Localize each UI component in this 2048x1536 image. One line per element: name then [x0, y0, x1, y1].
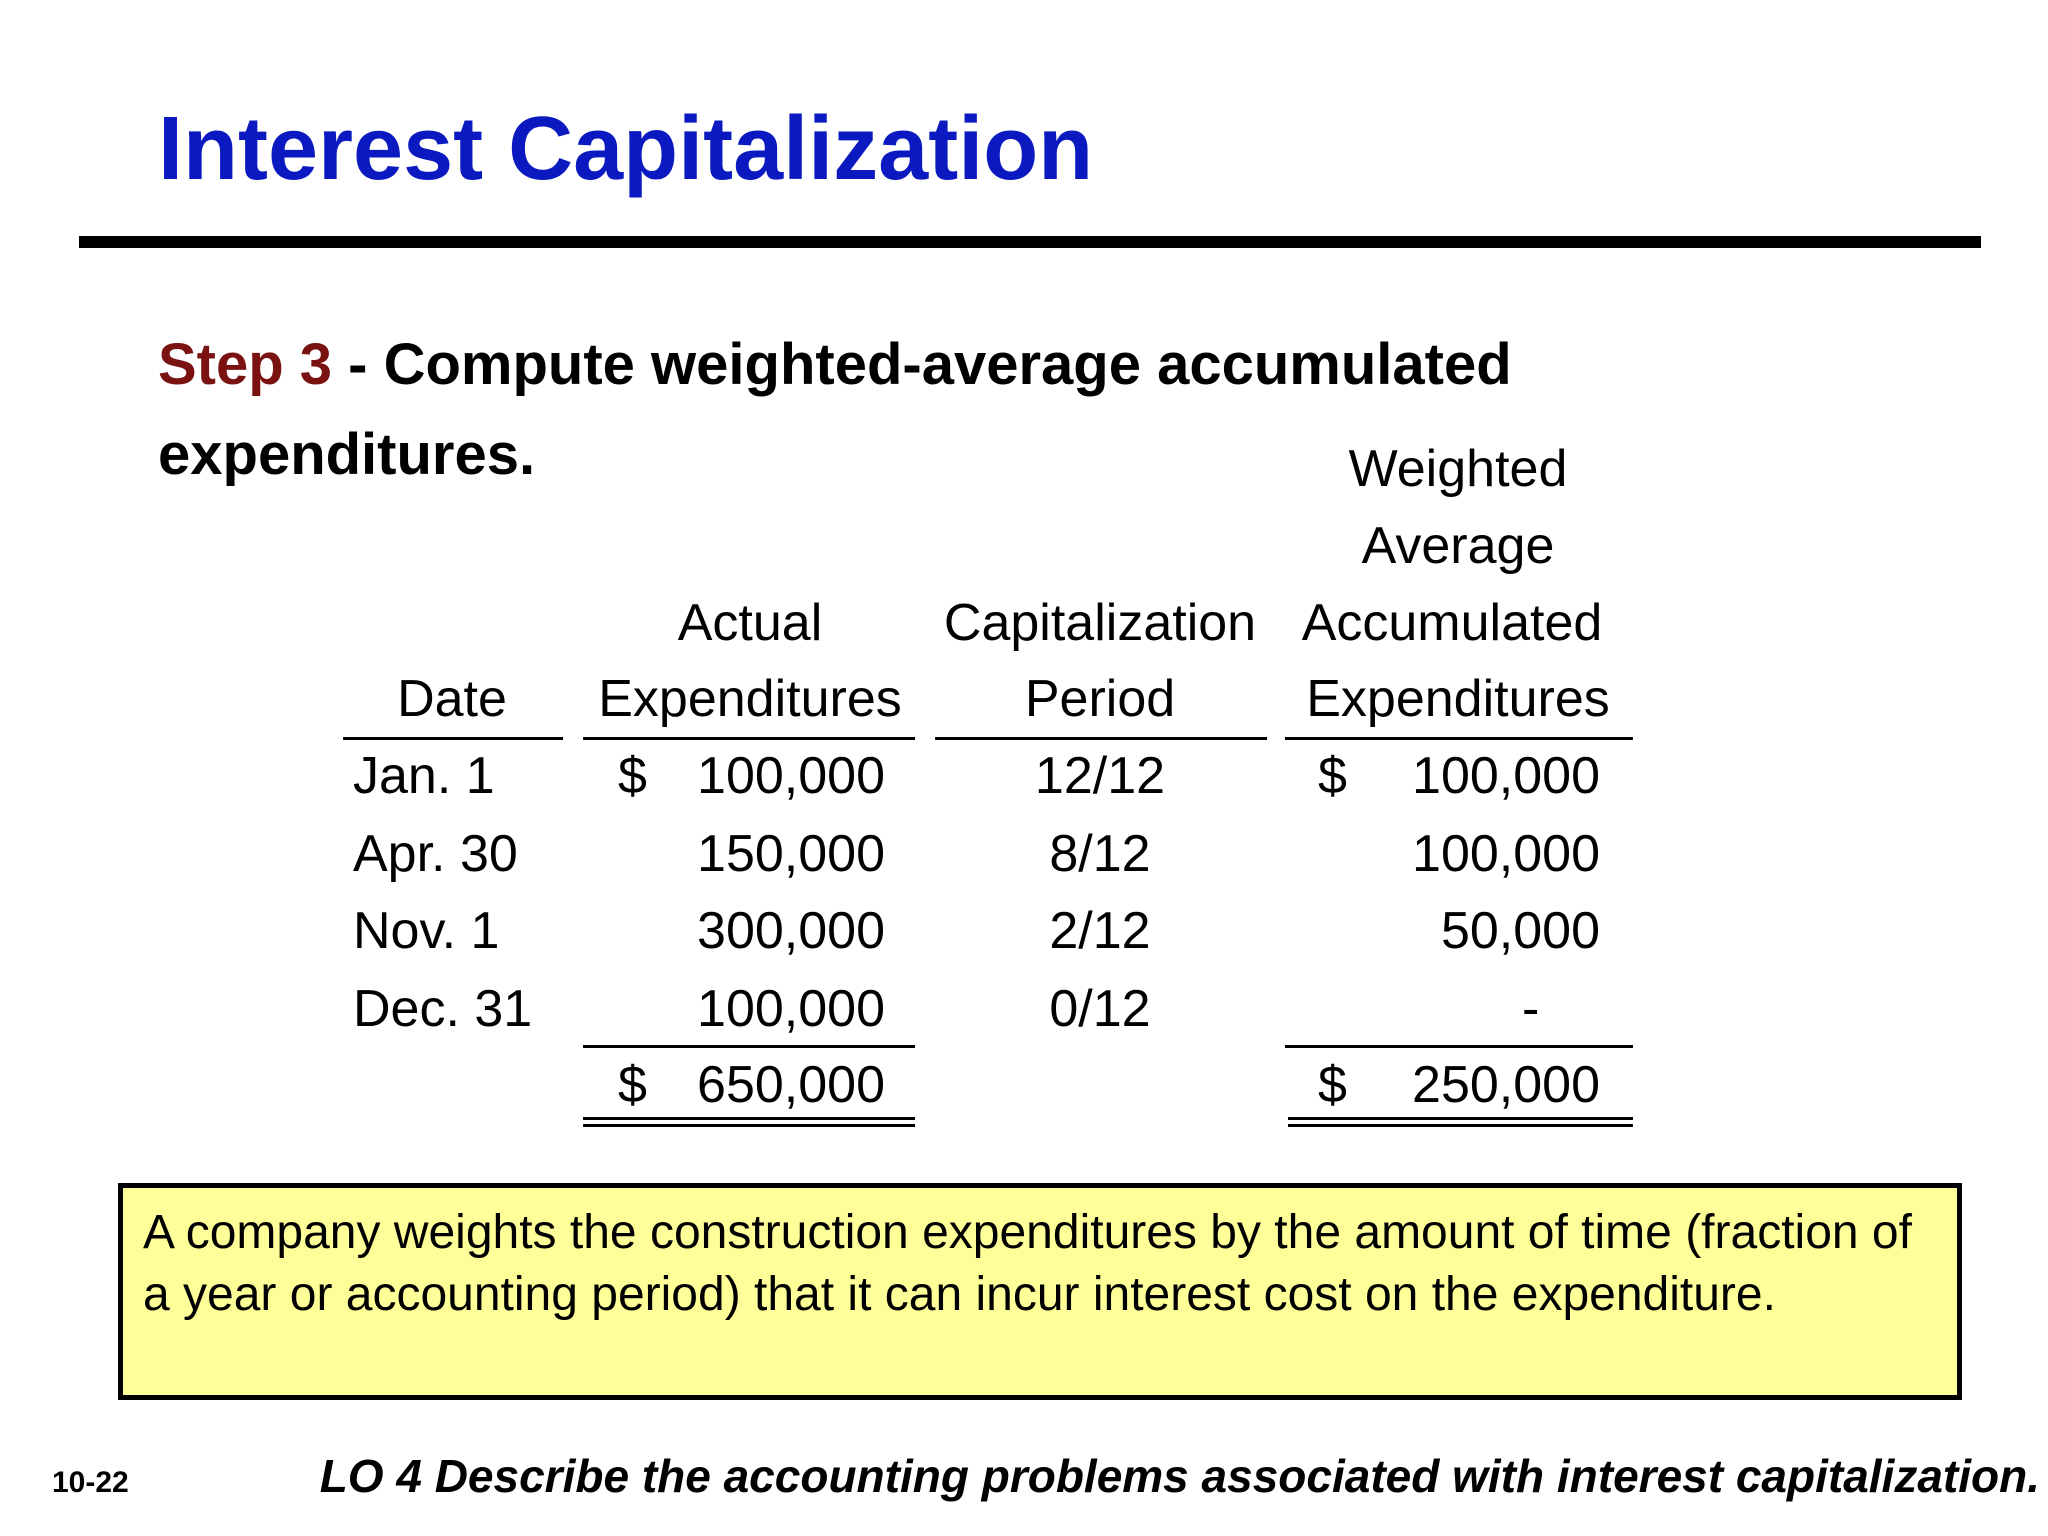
row-2-actual: 150,000 — [697, 825, 885, 883]
row-4-actual: 100,000 — [697, 980, 885, 1038]
row-1-weighted: 100,000 — [1412, 747, 1600, 805]
total-actual-symbol: $ — [618, 1056, 647, 1114]
subtotal-rule-weighted — [1285, 1045, 1633, 1048]
header-weighted-4: Expenditures — [1306, 670, 1610, 728]
row-3-weighted: 50,000 — [1440, 902, 1600, 960]
header-rule-period — [935, 737, 1267, 740]
row-3-period: 2/12 — [1049, 902, 1151, 960]
header-weighted-3: Accumulated — [1301, 594, 1603, 652]
row-2-period: 8/12 — [1049, 825, 1151, 883]
total-weighted-symbol: $ — [1318, 1056, 1347, 1114]
header-date: Date — [397, 670, 507, 728]
row-1-date: Jan. 1 — [353, 747, 495, 805]
subtotal-rule-actual — [583, 1045, 915, 1048]
slide-number: 10-22 — [52, 1466, 129, 1499]
row-1-weighted-symbol: $ — [1318, 747, 1347, 805]
total-weighted: 250,000 — [1412, 1056, 1600, 1114]
row-4-period: 0/12 — [1049, 980, 1151, 1038]
learning-objective: LO 4 Describe the accounting problems associated with interest capitalization. — [319, 1450, 2040, 1502]
header-weighted-1: Weighted — [1348, 440, 1568, 498]
step-text: - Compute weighted-average accumulated expenditures. — [158, 332, 1512, 487]
header-rule-date — [343, 737, 563, 740]
slide-title: Interest Capitalization — [158, 99, 1094, 199]
header-actual-1: Actual — [677, 594, 823, 652]
header-rule-weighted — [1285, 737, 1633, 740]
total-double-rule-actual — [583, 1117, 915, 1127]
explanation-callout: A company weights the construction expenditures by the amount of time (fraction of a year or accounting period) that it can incur interest cost on the expenditure. — [118, 1183, 1962, 1400]
header-rule-actual — [583, 737, 915, 740]
header-period-2: Period — [1024, 670, 1176, 728]
header-period-1: Capitalization — [943, 594, 1257, 652]
row-3-actual: 300,000 — [697, 902, 885, 960]
row-3-date: Nov. 1 — [353, 902, 500, 960]
step-label: Step 3 — [158, 332, 333, 397]
title-underline — [79, 236, 1981, 248]
row-1-actual-symbol: $ — [618, 747, 647, 805]
total-double-rule-weighted — [1288, 1117, 1633, 1127]
row-2-date: Apr. 30 — [353, 825, 518, 883]
header-weighted-2: Average — [1361, 517, 1555, 575]
header-actual-2: Expenditures — [598, 670, 902, 728]
row-4-date: Dec. 31 — [353, 980, 533, 1038]
row-1-period: 12/12 — [1034, 747, 1166, 805]
row-1-actual: 100,000 — [697, 747, 885, 805]
row-4-weighted: - — [1522, 980, 1540, 1038]
total-actual: 650,000 — [697, 1056, 885, 1114]
row-2-weighted: 100,000 — [1412, 825, 1600, 883]
